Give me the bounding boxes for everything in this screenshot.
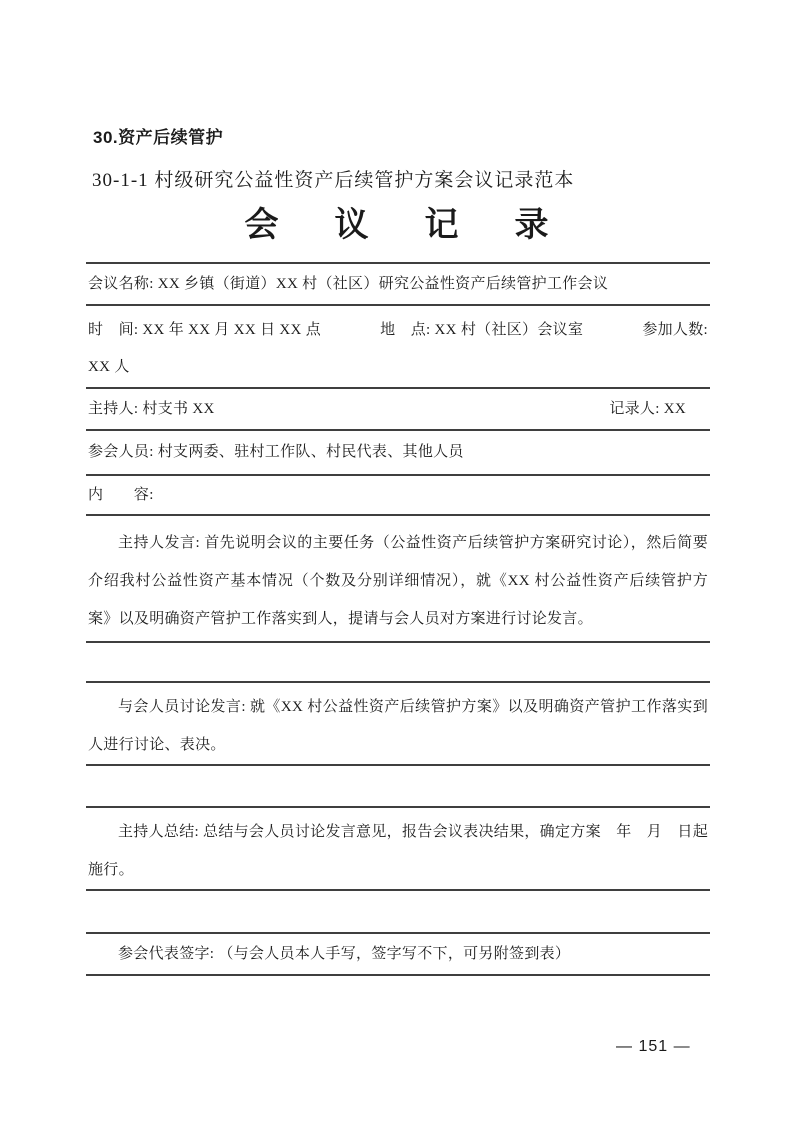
meeting-host: 主持人: 村支书 XX: [88, 401, 215, 417]
title-char: 会: [244, 207, 279, 244]
host-speech-paragraph: 主持人发言: 首先说明会议的主要任务（公益性资产后续管护方案研究讨论），然后简要介绍我村公益性资产基本情况（个数及分别详细情况），就《XX 村公益性资产后续管护方案》以及明确资产管护工作落实到人，提请与会人员对方案进行讨论发言。: [86, 516, 710, 643]
title-char: 记: [424, 207, 459, 244]
host-summary-paragraph: 主持人总结: 总结与会人员讨论发言意见，报告会议表决结果，确定方案 年 月 日起施行。: [86, 808, 710, 891]
signature-row: 参会代表签字: （与会人员本人手写，签字写不下，可另附签到表）: [86, 934, 710, 976]
page-number: — 151 —: [616, 1038, 691, 1055]
attendance-value: XX 人: [88, 359, 130, 375]
blank-row: [86, 643, 710, 683]
subsection-heading: 30-1-1 村级研究公益性资产后续管护方案会议记录范本: [92, 170, 575, 191]
attendance-label: 参加人数:: [642, 322, 708, 338]
content-label-row: 内 容:: [86, 476, 710, 516]
participants-row: 参会人员: 村支两委、驻村工作队、村民代表、其他人员: [86, 431, 710, 476]
title-char: 录: [514, 207, 549, 244]
meeting-place: 地 点: XX 村（社区）会议室: [380, 322, 584, 338]
section-heading: 30.资产后续管护: [93, 128, 224, 147]
time-place-attendance-row: [86, 306, 710, 389]
meeting-time: 时 间: XX 年 XX 月 XX 日 XX 点: [88, 322, 322, 338]
blank-row: [86, 766, 710, 808]
blank-row: [86, 891, 710, 934]
document-title: [0, 206, 793, 246]
time-place-line: [88, 312, 708, 349]
meeting-name-row: 会议名称: XX 乡镇（街道）XX 村（社区）研究公益性资产后续管护工作会议: [86, 264, 710, 306]
discussion-paragraph: 与会人员讨论发言: 就《XX 村公益性资产后续管护方案》以及明确资产管护工作落实到人进行讨论、表决。: [86, 683, 710, 766]
title-char: 议: [334, 207, 369, 244]
meeting-recorder: 记录人: XX: [609, 401, 686, 417]
meeting-record-table: [86, 262, 710, 976]
host-recorder-row: [86, 389, 710, 431]
